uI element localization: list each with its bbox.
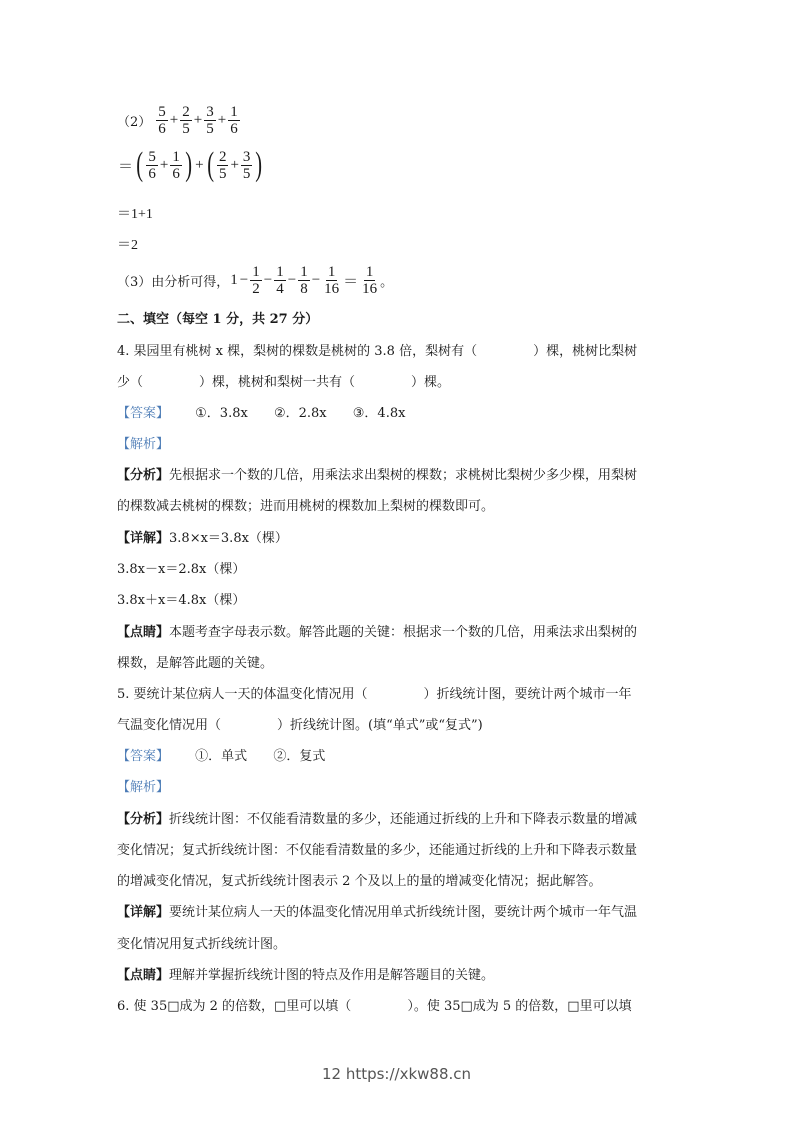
q5-stem-line1: 5. 要统计某位病人一天的体温变化情况用（ ）折线统计图，要统计两个城市一年	[117, 687, 632, 702]
fraction: $\frac{3}{5}$	[242, 148, 251, 182]
answer-label: 【答案】	[117, 406, 170, 421]
q6-stem-line1: 6. 使 35□成为 2 的倍数，□里可以填（ ）。使 35□成为 5 的倍数，□里可以填	[117, 999, 632, 1014]
fraction: $\frac{3}{5}$	[206, 104, 214, 137]
fraction: $\frac{1}{6}$	[172, 148, 180, 182]
section-heading: 二、填空（每空 1 分，共 27 分）	[117, 312, 319, 327]
q5-fenxi-line2: 变化情况；复式折线统计图：不仅能看清数量的多少，还能通过折线的上升和下降表示数量	[117, 843, 638, 858]
part3-expression: （3）由分析可得， 1 − $\frac{1}{2}$ − $\frac{1}{4}$ − $\frac{1}{8}$ − $\frac{1}{16}$ ＝ $\frac{1}{16}$ 。	[117, 264, 394, 297]
q5-answer: 【答案】 ①．单式 ②．复式	[117, 749, 326, 764]
q4-answer: 【答案】 ①．3.8x ②．2.8x ③．4.8x	[117, 406, 406, 421]
fraction: $\frac{1}{4}$	[276, 264, 284, 297]
part3-prefix: （3）由分析可得，	[117, 275, 230, 290]
page-footer: 12 https://xkw88.cn	[321, 1065, 472, 1083]
q5-dianjing-line1: 【点睛】理解并掌握折线统计图的特点及作用是解答题目的关键。	[117, 968, 495, 983]
q4-xiangjie-line2: 3.8x－x＝2.8x（棵）	[117, 562, 246, 577]
q5-fenxi-line1: 【分析】折线统计图：不仅能看清数量的多少，还能通过折线的上升和下降表示数量的增减	[117, 812, 638, 827]
q4-fenxi-line1: 【分析】先根据求一个数的几倍，用乘法求出梨树的棵数；求桃树比梨树少多少棵，用梨树	[117, 468, 638, 483]
part2-grouped-expression: ＝ ( $\frac{5}{6}$ + $\frac{1}{6}$ ) + ( $\frac{2}{5}$ + $\frac{3}{5}$ )	[118, 146, 263, 183]
q5-xiangjie-line2: 变化情况用复式折线统计图。	[117, 937, 287, 952]
q4-stem-line1: 4. 果园里有桃树 x 棵，梨树的棵数是桃树的 3.8 倍，梨树有（ ）棵，桃树比梨树	[117, 344, 638, 359]
q4-fenxi-line2: 的棵数减去桃树的棵数；进而用桃树的棵数加上梨树的棵数即可。	[117, 499, 495, 514]
part2-step4: ＝2	[117, 238, 138, 253]
fraction: $\frac{5}{6}$	[148, 148, 156, 182]
fraction: $\frac{1}{16}$	[362, 264, 378, 297]
q4-xiangjie-line1: 【详解】3.8×x＝3.8x（棵）	[117, 531, 288, 546]
fraction: $\frac{1}{16}$	[324, 264, 340, 297]
q4-dianjing-line2: 棵数，是解答此题的关键。	[117, 656, 274, 671]
fraction: $\frac{1}{6}$	[230, 104, 238, 137]
fraction: $\frac{2}{5}$	[218, 148, 227, 182]
part2-expression: （2） $\frac{5}{6}$ + $\frac{2}{5}$ + $\frac{3}{5}$ + $\frac{1}{6}$	[117, 104, 238, 137]
fraction: $\frac{5}{6}$	[158, 104, 166, 137]
q5-analysis-label: 【解析】	[117, 780, 170, 795]
part2-label: （2）	[117, 115, 152, 130]
q5-fenxi-line3: 的增减变化情况，复式折线统计图表示 2 个及以上的量的增减变化情况；据此解答。	[117, 874, 602, 889]
fraction: $\frac{2}{5}$	[182, 104, 190, 137]
q4-xiangjie-line3: 3.8x＋x＝4.8x（棵）	[117, 593, 246, 608]
answer-label: 【答案】	[117, 749, 170, 764]
q5-xiangjie-line1: 【详解】要统计某位病人一天的体温变化情况用单式折线统计图，要统计两个城市一年气温	[117, 905, 638, 920]
part2-step3: ＝1+1	[117, 207, 153, 222]
fraction: $\frac{1}{8}$	[300, 264, 308, 297]
q4-dianjing-line1: 【点睛】本题考查字母表示数。解答此题的关键：根据求一个数的几倍，用乘法求出梨树的	[117, 625, 638, 640]
q5-stem-line2: 气温变化情况用（ ）折线统计图。(填“单式”或“复式”)	[117, 718, 483, 733]
q4-stem-line2: 少（ ）棵，桃树和梨树一共有（ ）棵。	[117, 375, 451, 390]
fraction: $\frac{1}{2}$	[252, 264, 260, 297]
q4-analysis-label: 【解析】	[117, 437, 170, 452]
